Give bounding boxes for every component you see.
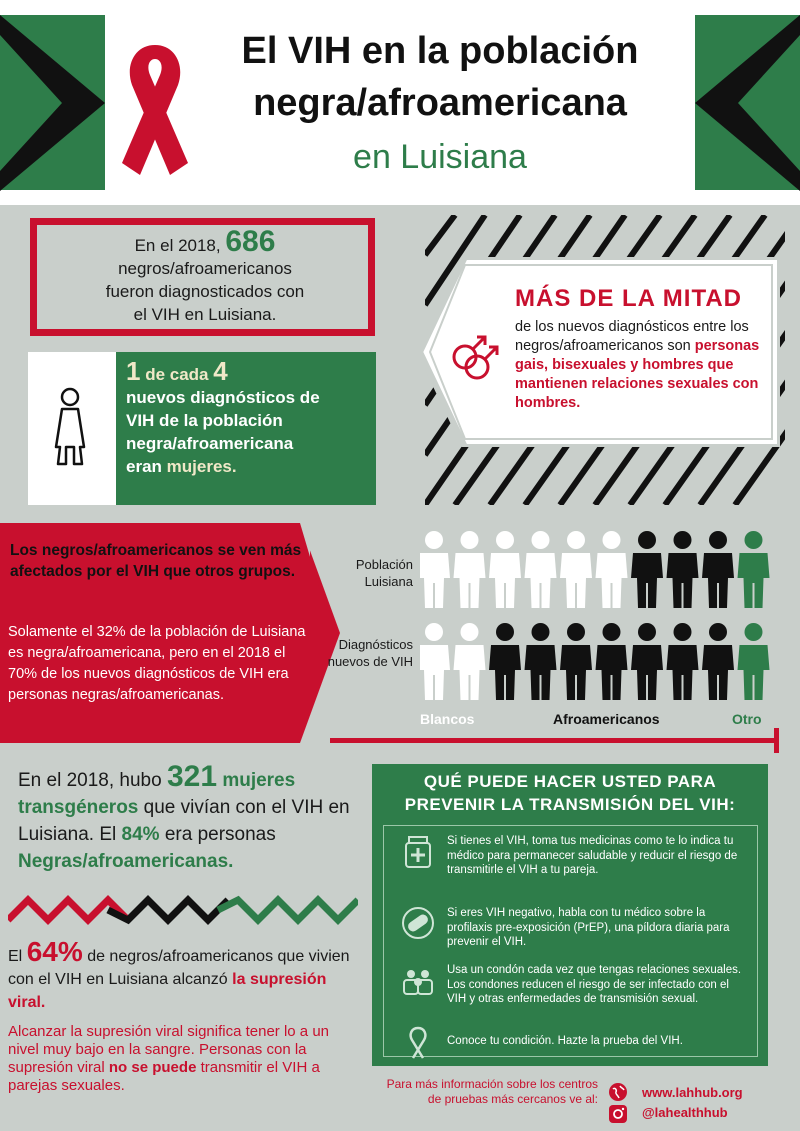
page-subtitle: en Luisiana [353, 138, 527, 176]
supr-def-bold: no se puede [108, 1059, 197, 1076]
person-white-row1 [525, 531, 557, 608]
de-cada-label: de cada [145, 365, 209, 384]
zigzag-divider [8, 890, 358, 930]
msm-highlight: personas gais, bisexuales y hombres que mantienen relaciones sexuales con hombres. [515, 338, 760, 411]
trans-transgeneros: transgéneros [18, 797, 139, 818]
woman-icon [28, 352, 116, 505]
one-in-four-text [126, 356, 366, 478]
person-white-row1 [596, 531, 628, 608]
mujeres-label: mujeres. [166, 457, 237, 476]
person-black-row2 [667, 623, 699, 700]
person-black-row2 [702, 623, 734, 700]
header-green-triangle-right [738, 35, 800, 171]
person-black-row1 [631, 531, 663, 608]
person-white-row1 [489, 531, 521, 608]
supr-def2: transmitir el VIH a parejas sexuales. [8, 1059, 320, 1094]
suppression-stat [8, 936, 358, 1014]
page-title-line-2: negra/afroamericana [253, 82, 627, 124]
affected-body: Solamente el 32% de la población de Luisiana es negra/afroamericana, pero en el 2018 el 70% de los nuevos diagnósticos de VIH era personas negras/afroamericanas. [8, 624, 306, 703]
people-icon [400, 965, 436, 1001]
people-pictogram [420, 528, 780, 708]
stat-686-line4: el VIH en Luisiana. [133, 305, 277, 324]
trans-p2: que vivían con el VIH en Luisiana. El [18, 797, 350, 845]
stat-686-prefix: En el 2018, [134, 236, 221, 255]
msm-title: MÁS DE LA MITAD [515, 285, 742, 312]
header-green-triangle-left [0, 35, 62, 171]
red-ribbon-icon [110, 35, 200, 185]
person-white-row2 [454, 623, 486, 700]
supr-pct: 64% [26, 936, 83, 967]
person-white-row2 [420, 623, 450, 700]
population-row-label: Población Luisiana [355, 557, 413, 589]
prevention-item-4: Conoce tu condición. Hazte la prueba del VIH. [447, 1035, 683, 1047]
person-black-row2 [631, 623, 663, 700]
eran-label: eran [126, 457, 162, 476]
person-white-row1 [454, 531, 486, 608]
prevention-title: QUÉ PUEDE HACER USTED PARA PREVENIR LA TRANSMISIÓN DEL VIH: [404, 772, 736, 814]
legend-afroamericanos: Afroamericanos [553, 711, 660, 727]
person-black-row1 [702, 531, 734, 608]
msm-text: de los nuevos diagnósticos entre los negros/afroamericanos son [515, 319, 749, 354]
trans-number: 321 [166, 760, 218, 793]
prevention-item-3: Usa un condón cada vez que tengas relaciones sexuales. Los condones reducen el riesgo de ser infectado con el VIH y otras enfermedades de transmisión sexual. [447, 964, 742, 1005]
affected-headline: Los negros/afroamericanos se ven más afectados por el VIH que otros grupos. [10, 542, 302, 580]
person-black-row2 [489, 623, 521, 700]
footer-website-link[interactable]: www.lahhub.org [642, 1085, 743, 1100]
woman-icon-panel [28, 352, 116, 505]
stat-686-line3: fueron diagnosticados con [105, 282, 305, 301]
person-black-row2 [525, 623, 557, 700]
person-green-row2 [738, 623, 770, 700]
pill-icon [400, 905, 436, 941]
person-black-row2 [560, 623, 592, 700]
ribbon-icon [400, 1025, 436, 1061]
person-white-row1 [420, 531, 450, 608]
stat-686-text [60, 225, 350, 326]
supr-red: la supresión viral. [8, 971, 327, 1011]
trans-p1: En el 2018, hubo [18, 770, 162, 791]
footer-info-text: Para más información sobre los centros de pruebas más cercanos ve al: [386, 1077, 598, 1106]
globe-icon [608, 1082, 628, 1102]
page-title-line-1: El VIH en la población [241, 30, 639, 72]
supr-def1: Alcanzar la supresión viral significa tener lo a un nivel muy bajo en la sangre. Personas con la supresión viral [8, 1023, 329, 1076]
prevention-item-2: Si eres VIH negativo, habla con tu médico sobre la profilaxis pre-exposición (PrEP), una píldora diaria para prevenir el VIH. [447, 907, 730, 948]
instagram-icon [608, 1104, 628, 1124]
trans-pct: 84% [121, 824, 160, 845]
one-in-four-line2: nuevos diagnósticos de [126, 388, 320, 407]
person-white-row1 [560, 531, 592, 608]
one-in-four-line3: VIH de la población [126, 411, 283, 430]
trans-negras: Negras/afroamericanas. [18, 851, 234, 872]
four-number: 4 [213, 356, 228, 386]
supr-p1: de negros/afroamericanos que vivien con el VIH en Luisiana alcanzó [8, 948, 350, 988]
stat-686-number: 686 [225, 225, 276, 258]
trans-mujeres: mujeres [222, 770, 296, 791]
red-divider-end [774, 728, 779, 753]
prevention-item-1: Si tienes el VIH, toma tus medicinas como te lo indica tu médico para permanecer saludable y reducir el riesgo de transmitirle el VIH a tu pareja. [447, 835, 738, 876]
trans-p3: era personas [164, 824, 276, 845]
diagnoses-row-label: Diagnósticos nuevos de VIH [327, 637, 413, 669]
footer-instagram-link[interactable]: @lahealthhub [642, 1105, 728, 1120]
suppression-definition [8, 1023, 358, 1095]
person-black-row2 [596, 623, 628, 700]
one-in-four-line4: negra/afroamericana [126, 434, 294, 453]
supr-el: El [8, 948, 23, 965]
medicine-bottle-icon [400, 833, 436, 869]
legend-blancos: Blancos [420, 711, 475, 727]
msm-description [515, 318, 770, 413]
one-number: 1 [126, 356, 141, 386]
male-symbols-icon [445, 325, 505, 385]
red-divider-line [330, 738, 775, 743]
transgender-stat [18, 760, 358, 875]
person-black-row1 [667, 531, 699, 608]
person-green-row1 [738, 531, 770, 608]
legend-otro: Otro [732, 711, 762, 727]
stat-686-line2: negros/afroamericanos [118, 259, 292, 278]
